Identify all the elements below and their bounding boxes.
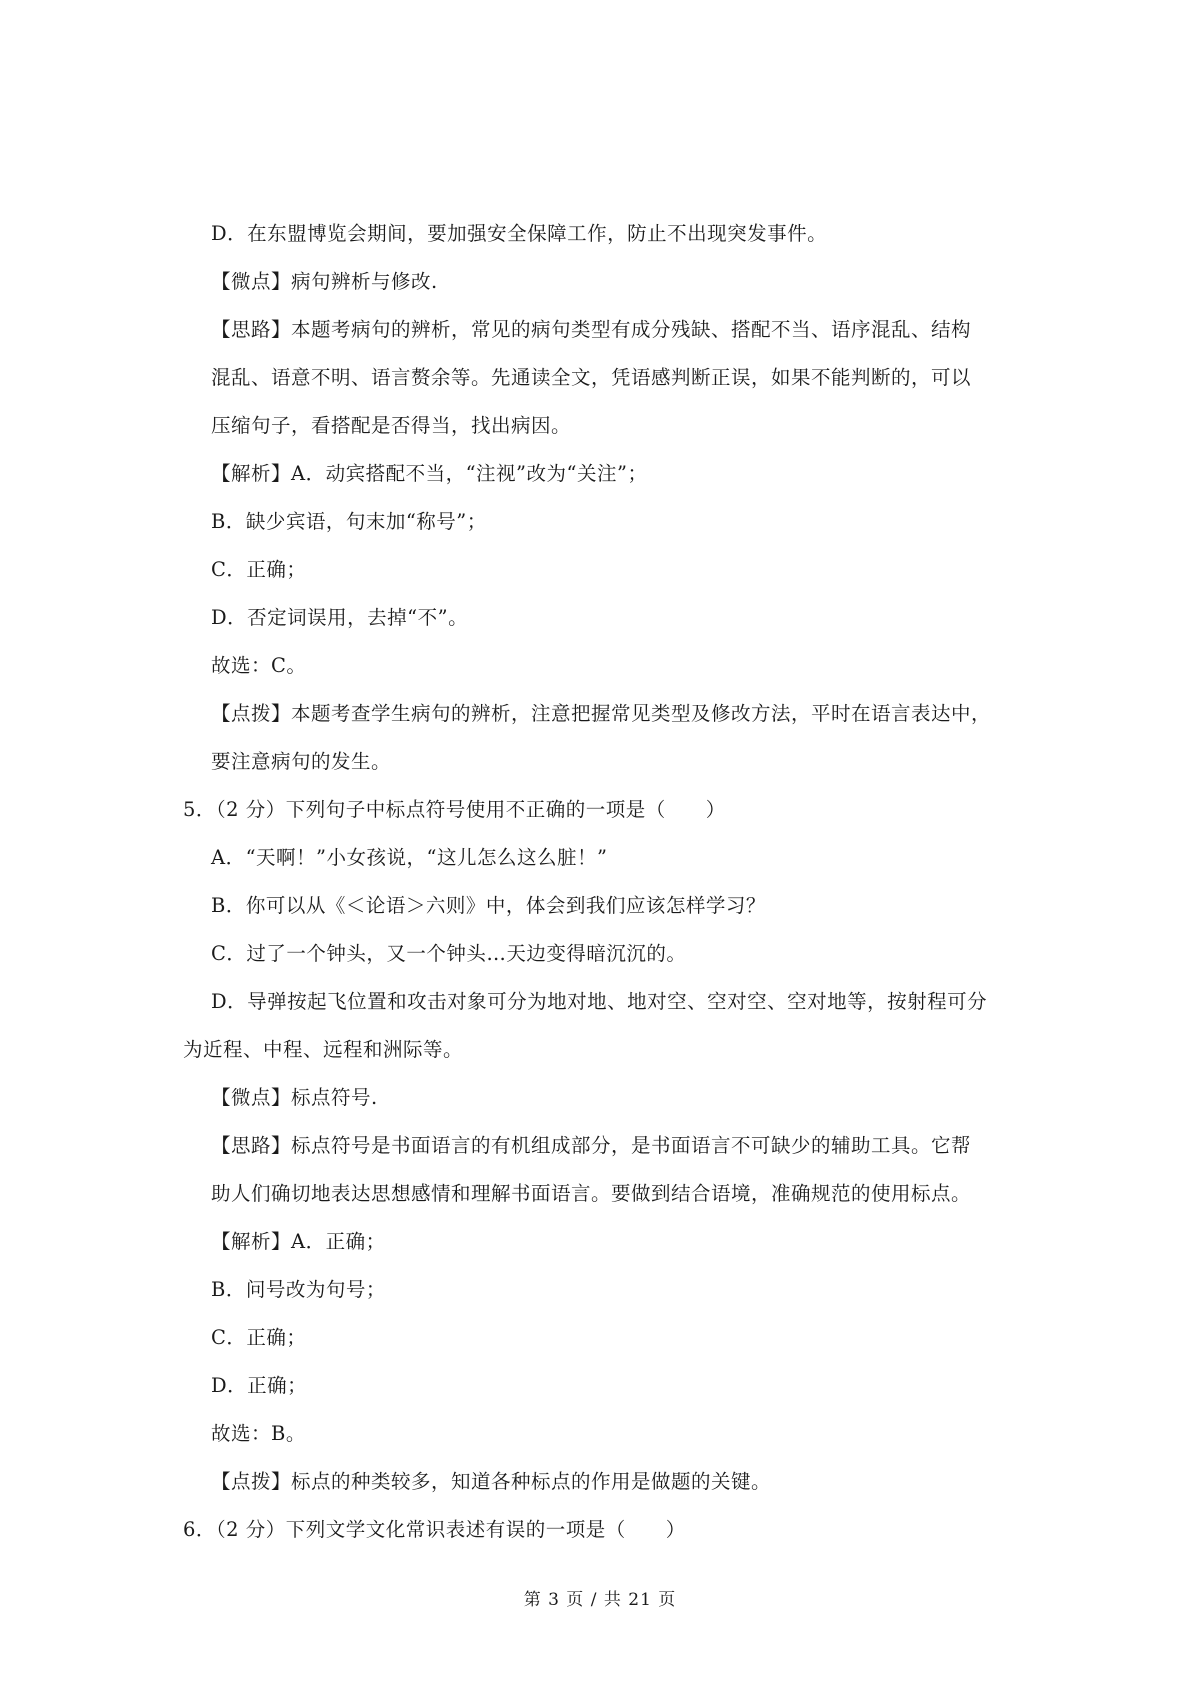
q5-option-b: B．你可以从《＜论语＞六则》中，体会到我们应该怎样学习？ <box>211 894 766 917</box>
q5-option-d-line-1: D．导弹按起飞位置和攻击对象可分为地对地、地对空、空对空、空对地等，按射程可分 <box>211 990 988 1013</box>
q5-tip: 【点拨】标点的种类较多，知道各种标点的作用是做题的关键。 <box>211 1470 772 1493</box>
page-number-footer: 第 3 页 / 共 21 页 <box>523 1590 677 1610</box>
q4-tip-line-2: 要注意病句的发生。 <box>211 750 392 773</box>
q4-analysis-b: B．缺少宾语，句末加“称号”； <box>211 510 487 533</box>
q5-analysis-b: B．问号改为句号； <box>211 1278 386 1301</box>
q5-approach-line-2: 助人们确切地表达思想感情和理解书面语言。要做到结合语境，准确规范的使用标点。 <box>211 1182 972 1205</box>
q5-option-d-line-2: 为近程、中程、远程和洲际等。 <box>183 1038 464 1061</box>
q4-option-d: D．在东盟博览会期间，要加强安全保障工作，防止不出现突发事件。 <box>211 222 828 245</box>
q4-analysis-c: C．正确； <box>211 558 307 581</box>
q4-analysis-a: 【解析】A．动宾搭配不当，“注视”改为“关注”； <box>211 462 648 485</box>
q5-analysis-c: C．正确； <box>211 1326 307 1349</box>
q4-tip-line-1: 【点拨】本题考查学生病句的辨析，注意把握常见类型及修改方法，平时在语言表达中， <box>211 702 992 725</box>
q5-analysis-d: D．正确； <box>211 1374 308 1397</box>
q5-option-a: A．“天啊！”小女孩说，“这儿怎么这么脏！” <box>211 846 608 869</box>
q4-approach-line-1: 【思路】本题考病句的辨析，常见的病句类型有成分残缺、搭配不当、语序混乱、结构 <box>211 318 972 341</box>
q4-approach-line-3: 压缩句子，看搭配是否得当，找出病因。 <box>211 414 572 437</box>
q4-approach-line-2: 混乱、语意不明、语言赘余等。先通读全文，凭语感判断正误，如果不能判断的，可以 <box>211 366 972 389</box>
q4-analysis-d: D．否定词误用，去掉“不”。 <box>211 606 469 629</box>
q5-analysis-a: 【解析】A．正确； <box>211 1230 386 1253</box>
q5-question: 5．（2 分）下列句子中标点符号使用不正确的一项是（ ） <box>183 798 726 821</box>
q4-answer: 故选：C。 <box>211 654 307 677</box>
q5-option-c: C．过了一个钟头，又一个钟头…天边变得暗沉沉的。 <box>211 942 687 965</box>
q4-micro-point: 【微点】病句辨析与修改. <box>211 270 438 293</box>
q5-approach-line-1: 【思路】标点符号是书面语言的有机组成部分，是书面语言不可缺少的辅助工具。它帮 <box>211 1134 972 1157</box>
q5-answer: 故选：B。 <box>211 1422 306 1445</box>
q5-micro-point: 【微点】标点符号. <box>211 1086 378 1109</box>
q6-question: 6．（2 分）下列文学文化常识表述有误的一项是（ ） <box>183 1518 686 1541</box>
